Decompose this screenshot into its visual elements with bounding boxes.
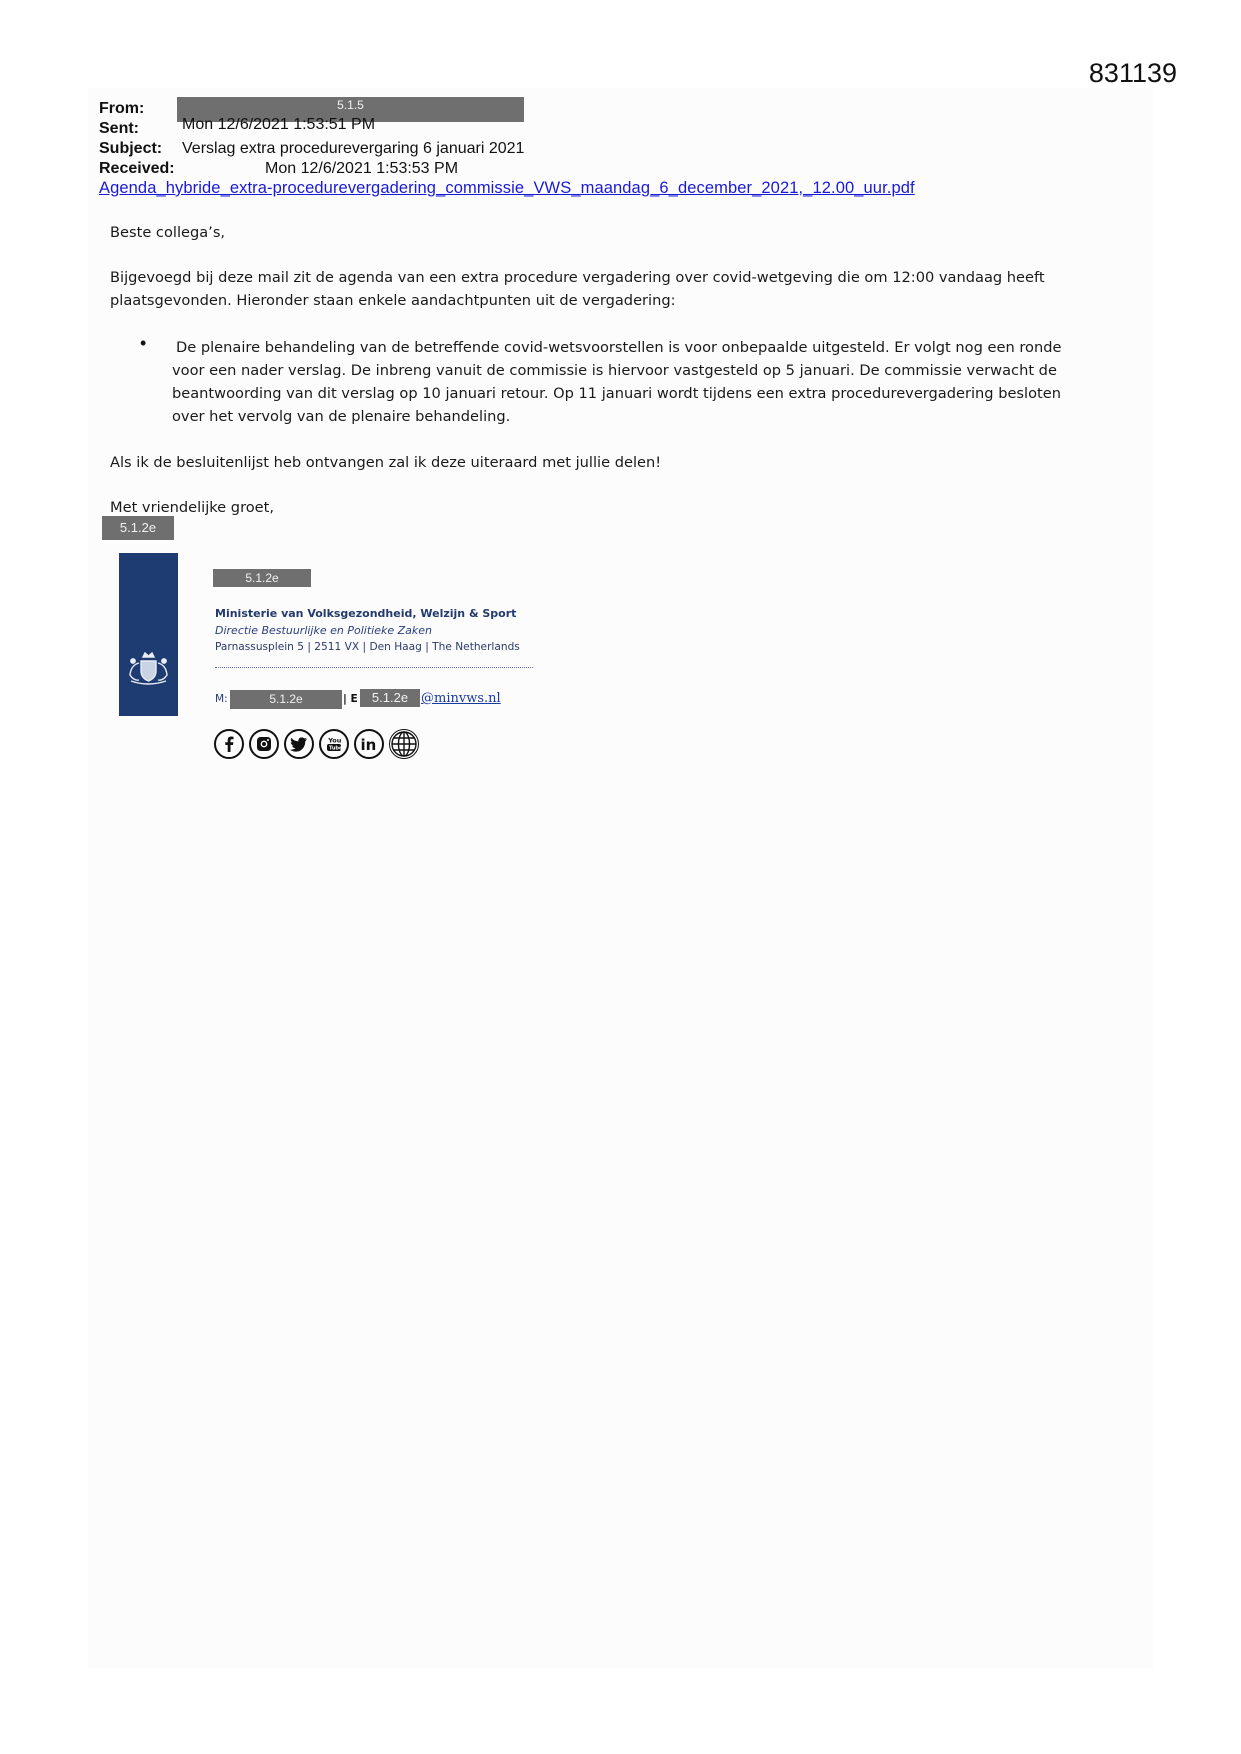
bullet-dot: • <box>140 333 147 353</box>
svg-text:in: in <box>360 736 377 753</box>
bullet-line-4: over het vervolg van de plenaire behandeling. <box>172 408 511 425</box>
from-redaction: 5.1.5 <box>177 97 524 122</box>
document-page <box>88 88 1153 1668</box>
paragraph-1-line-1: Bijgevoegd bij deze mail zit de agenda van een extra procedure vergadering over covid-wetgeving die om 12:00 vandaag heeft <box>110 269 1045 286</box>
bullet-line-2: voor een nader verslag. De inbreng vanuit de commissie is hiervoor vastgesteld op 5 januari. De commissie verwacht de <box>172 362 1057 379</box>
signature-name-redaction: 5.1.2e <box>213 569 311 587</box>
ministry-logo-bar <box>119 553 178 716</box>
email-redaction: 5.1.2e <box>360 689 420 707</box>
paragraph-1-line-2: plaatsgevonden. Hieronder staan enkele aandachtpunten uit de vergadering: <box>110 292 676 309</box>
sender-name-redaction: 5.1.2e <box>102 516 174 540</box>
svg-text:Tube: Tube <box>329 745 343 752</box>
from-label: From: <box>99 100 145 117</box>
sent-label: Sent: <box>99 120 139 137</box>
linkedin-icon[interactable] <box>354 729 384 759</box>
mobile-redaction: 5.1.2e <box>230 690 342 709</box>
department-name: Directie Bestuurlijke en Politieke Zaken <box>215 624 432 637</box>
subject-label: Subject: <box>99 140 163 157</box>
facebook-icon[interactable] <box>214 729 244 759</box>
closing: Met vriendelijke groet, <box>110 499 275 516</box>
email-separator: | E <box>343 693 358 705</box>
ministry-address: Parnassusplein 5 | 2511 VX | Den Haag | The Netherlands <box>215 641 520 653</box>
youtube-icon[interactable] <box>319 729 349 759</box>
subject-value: Verslag extra procedurevergaring 6 januari 2021 <box>182 140 525 157</box>
coat-of-arms-icon <box>119 553 178 716</box>
received-label: Received: <box>99 160 175 177</box>
paragraph-2: Als ik de besluitenlijst heb ontvangen zal ik deze uiteraard met jullie delen! <box>110 454 662 471</box>
globe-icon[interactable] <box>389 729 419 759</box>
bullet-line-3: beantwoording van dit verslag op 10 januari retour. Op 11 januari wordt tijdens een extra procedurevergadering besloten <box>172 385 1061 402</box>
ministry-name: Ministerie van Volksgezondheid, Welzijn & Sport <box>215 607 517 620</box>
twitter-icon[interactable] <box>284 729 314 759</box>
svg-text:You: You <box>328 736 342 745</box>
social-icons-row <box>214 729 424 759</box>
document-number: 831139 <box>1088 58 1177 88</box>
mobile-label: M: <box>215 693 228 705</box>
bullet-line-1: De plenaire behandeling van de betreffende covid-wetsvoorstellen is voor onbepaalde uitgesteld. Er volgt nog een ronde <box>176 339 1062 356</box>
instagram-icon[interactable] <box>249 729 279 759</box>
attachment-link[interactable]: Agenda_hybride_extra-procedurevergadering_commissie_VWS_maandag_6_december_2021,_12.00_uur.pdf <box>99 179 915 197</box>
signature-divider <box>215 667 533 668</box>
greeting: Beste collega’s, <box>110 224 226 241</box>
email-domain-link[interactable]: @minvws.nl <box>421 691 501 706</box>
sent-value: Mon 12/6/2021 1:53:51 PM <box>182 118 376 131</box>
received-value: Mon 12/6/2021 1:53:53 PM <box>265 160 459 177</box>
